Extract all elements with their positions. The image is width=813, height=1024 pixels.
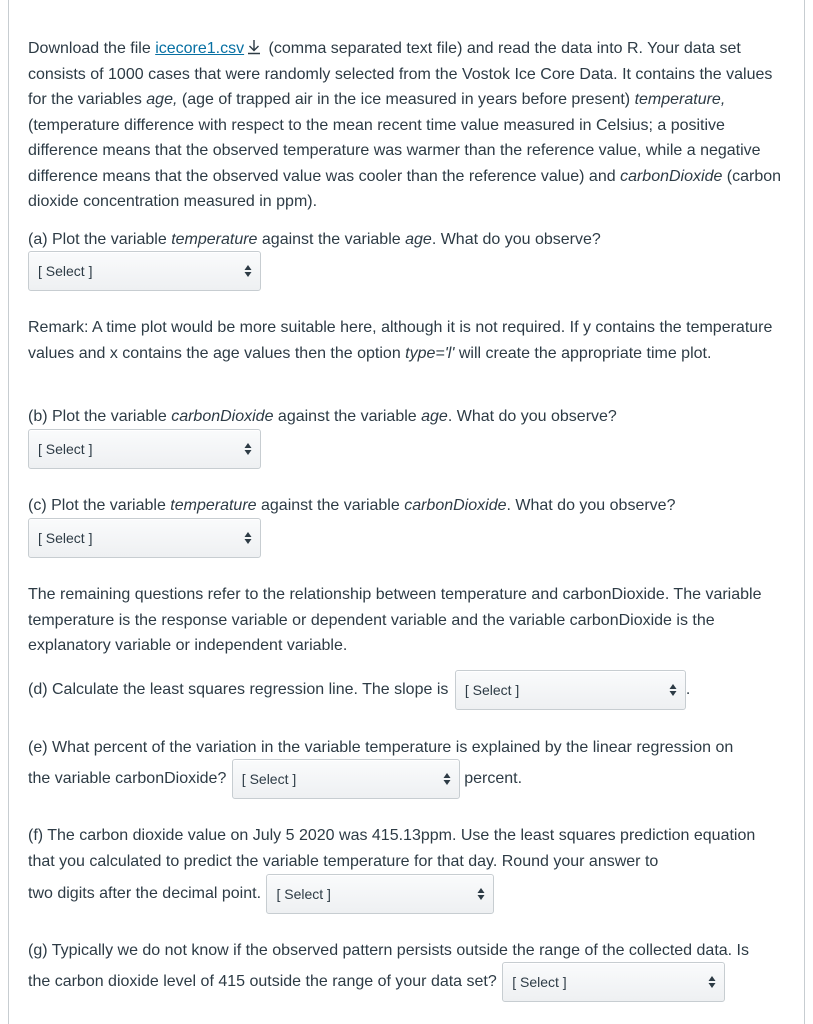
var-temperature: temperature, (634, 91, 726, 108)
question-a: (a) Plot the variable temperature against the variable age. What do you observe? (28, 231, 601, 248)
select-arrows-icon (244, 442, 252, 456)
question-g-line1: (g) Typically we do not know if the observed pattern persists outside the range of the collected data. Is (28, 942, 749, 959)
question-d: (d) Calculate the least squares regression line. The slope is [ Select ] . (28, 670, 690, 710)
select-arrows-icon (669, 683, 677, 697)
question-e: the variable carbonDioxide? [ Select ] percent. (28, 759, 522, 799)
remark-paragraph: Remark: A time plot would be more suitable here, although it is not required. If y contains the temperature values and x contains the age values then the option type='l' will create the appropriate time plot. (28, 319, 773, 362)
select-question-g[interactable] (502, 962, 725, 1002)
question-c: (c) Plot the variable temperature against the variable carbonDioxide. What do you observe? (28, 497, 676, 514)
select-label: [ Select ] (464, 682, 520, 698)
question-f: two digits after the decimal point. [ Select ] (28, 874, 494, 914)
remaining-paragraph: The remaining questions refer to the relationship between temperature and carbonDioxide. The variable temperature is the response variable or dependent variable and the variable carbonDioxide is the explanatory variable or independent variable. (28, 586, 762, 654)
intro-paragraph (28, 36, 783, 215)
download-icon[interactable] (246, 39, 262, 55)
select-question-b[interactable] (28, 429, 261, 469)
intro-text-1: Download the file (28, 40, 156, 57)
var-age: age, (146, 91, 178, 108)
question-e-line1: (e) What percent of the variation in the variable temperature is explained by the linear regression on (28, 739, 734, 756)
question-b: (b) Plot the variable carbonDioxide against the variable age. What do you observe? (28, 408, 617, 425)
question-g: the carbon dioxide level of 415 outside the range of your data set? [ Select ] (28, 962, 725, 1002)
icecore-file-link[interactable]: icecore1.csv (155, 40, 245, 57)
select-label: [ Select ] (38, 441, 93, 457)
select-label: [ Select ] (38, 530, 93, 546)
select-label: [ Select ] (38, 263, 93, 279)
intro-text-4: (temperature difference with respect to the mean recent time value measured in Celsius; a positive difference means that the observed temperature was warmer than the reference value, while a negative difference means that the observed value was cooler than the reference value) and (28, 116, 761, 185)
select-arrows-icon (244, 264, 252, 278)
select-arrows-icon (708, 975, 716, 989)
select-question-f[interactable] (266, 874, 494, 914)
select-arrows-icon (443, 772, 451, 786)
select-label: [ Select ] (512, 974, 567, 990)
select-arrows-icon (477, 887, 485, 901)
var-carbondioxide: carbonDioxide (620, 167, 723, 185)
select-label: [ Select ] (276, 886, 331, 902)
intro-text-2: (comma separated text file) and read the data into R. Your data set consists of 1000 cases that were randomly selected from the Vostok Ice Core Data. It contains the values for the variables (28, 40, 773, 108)
intro-text-5: (carbon dioxide concentration measured in ppm). (28, 167, 782, 210)
intro-text-3: (age of trapped air in the ice measured in years before present) (177, 91, 635, 108)
select-label: [ Select ] (241, 771, 297, 787)
question-f-text: (f) The carbon dioxide value on July 5 2020 was 415.13ppm. Use the least squares prediction equation that you calculated to predict the variable temperature for that day. Round your answer to (28, 827, 756, 870)
select-question-e[interactable] (232, 759, 460, 799)
select-question-a[interactable] (28, 251, 261, 291)
select-question-c[interactable] (28, 518, 261, 558)
select-arrows-icon (244, 531, 252, 545)
select-question-d[interactable] (455, 670, 686, 710)
